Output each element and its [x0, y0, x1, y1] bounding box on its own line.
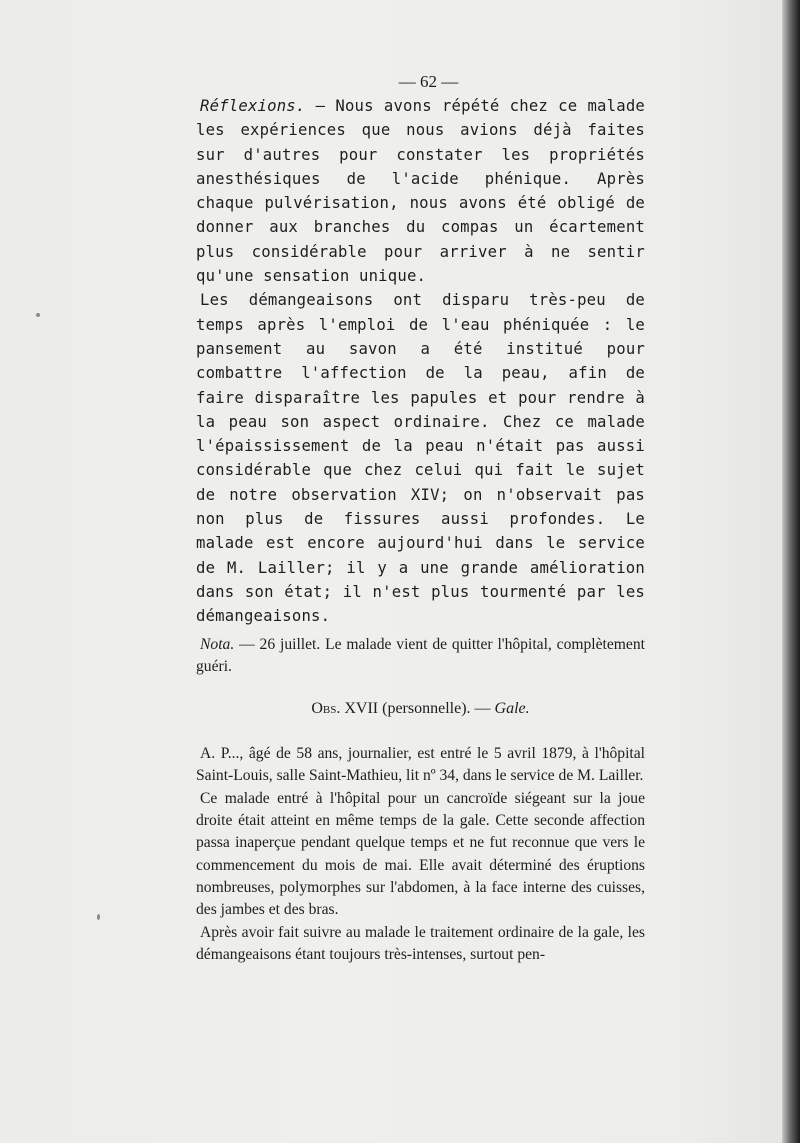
reflexions-label: Réflexions. — [200, 97, 306, 115]
observation-paragraph: Après avoir fait suivre au malade le traitement ordinaire de la gale, les démangeaisons étant toujours très-intenses, surtout pen- — [196, 923, 645, 963]
main-text — [196, 94, 645, 629]
obs-prefix: Obs. — [311, 700, 341, 718]
obs-title: Gale. — [494, 700, 530, 718]
paragraph-reflexions — [196, 94, 645, 288]
nota-paragraph — [196, 634, 645, 679]
observation-paragraph: Ce malade entré à l'hôpital pour un cancroïde siégeant sur la joue droite était atteint en même temps de la gale. Cette seconde affection passa inaperçue pendant quelque temps et ne fut reconnue que vers le commencement du mois de mai. Elle avait déterminé des éruptions nombreuses, polymorphes sur l'abdomen, à la face interne des cuisses, des jambes et des bras. — [196, 789, 645, 919]
scan-speck — [36, 313, 40, 317]
page-binding-shadow — [782, 0, 800, 1143]
observation-heading — [196, 698, 645, 720]
notes-and-observation — [196, 634, 645, 967]
nota-text: — 26 juillet. Le malade vient de quitter l'hôpital, complètement guéri. — [196, 635, 645, 675]
paragraph-demangeaisons: Les démangeaisons ont disparu très-peu de temps après l'emploi de l'eau phéniquée : le pansement au savon a été institué pour combattre l'affection de la peau, afin de faire disparaître les papules et pour rendre à la peau son aspect ordinaire. Chez ce malade l'épaississement de la peau n'était pas aussi considérable que chez celui qui fait le sujet de notre observation XIV; on n'observait pas non plus de fissures aussi profondes. Le malade est encore aujourd'hui dans le service de M. Lailler; il y a une grande amélioration dans son état; il n'est plus tourmenté par les démangeaisons. — [196, 291, 645, 626]
scan-speck — [97, 914, 100, 920]
obs-middle: XVII (personnelle). — — [340, 700, 495, 718]
reflexions-text: — Nous avons répété chez ce malade les expériences que nous avions déjà faites sur d'autres pour constater les propriétés anesthésiques de l'acide phénique. Après chaque pulvérisation, nous avons été obligé de donner aux branches du compas un écartement plus considérable pour arriver à ne sentir qu'une sensation unique. — [196, 97, 645, 286]
page-content — [196, 70, 645, 966]
observation-paragraph: A. P..., âgé de 58 ans, journalier, est entré le 5 avril 1879, à l'hôpital Saint-Louis, salle Saint-Mathieu, lit nº 34, dans le service de M. Lailler. — [196, 745, 645, 785]
nota-label: Nota. — [200, 635, 235, 653]
page-number: — 62 — — [398, 72, 459, 91]
